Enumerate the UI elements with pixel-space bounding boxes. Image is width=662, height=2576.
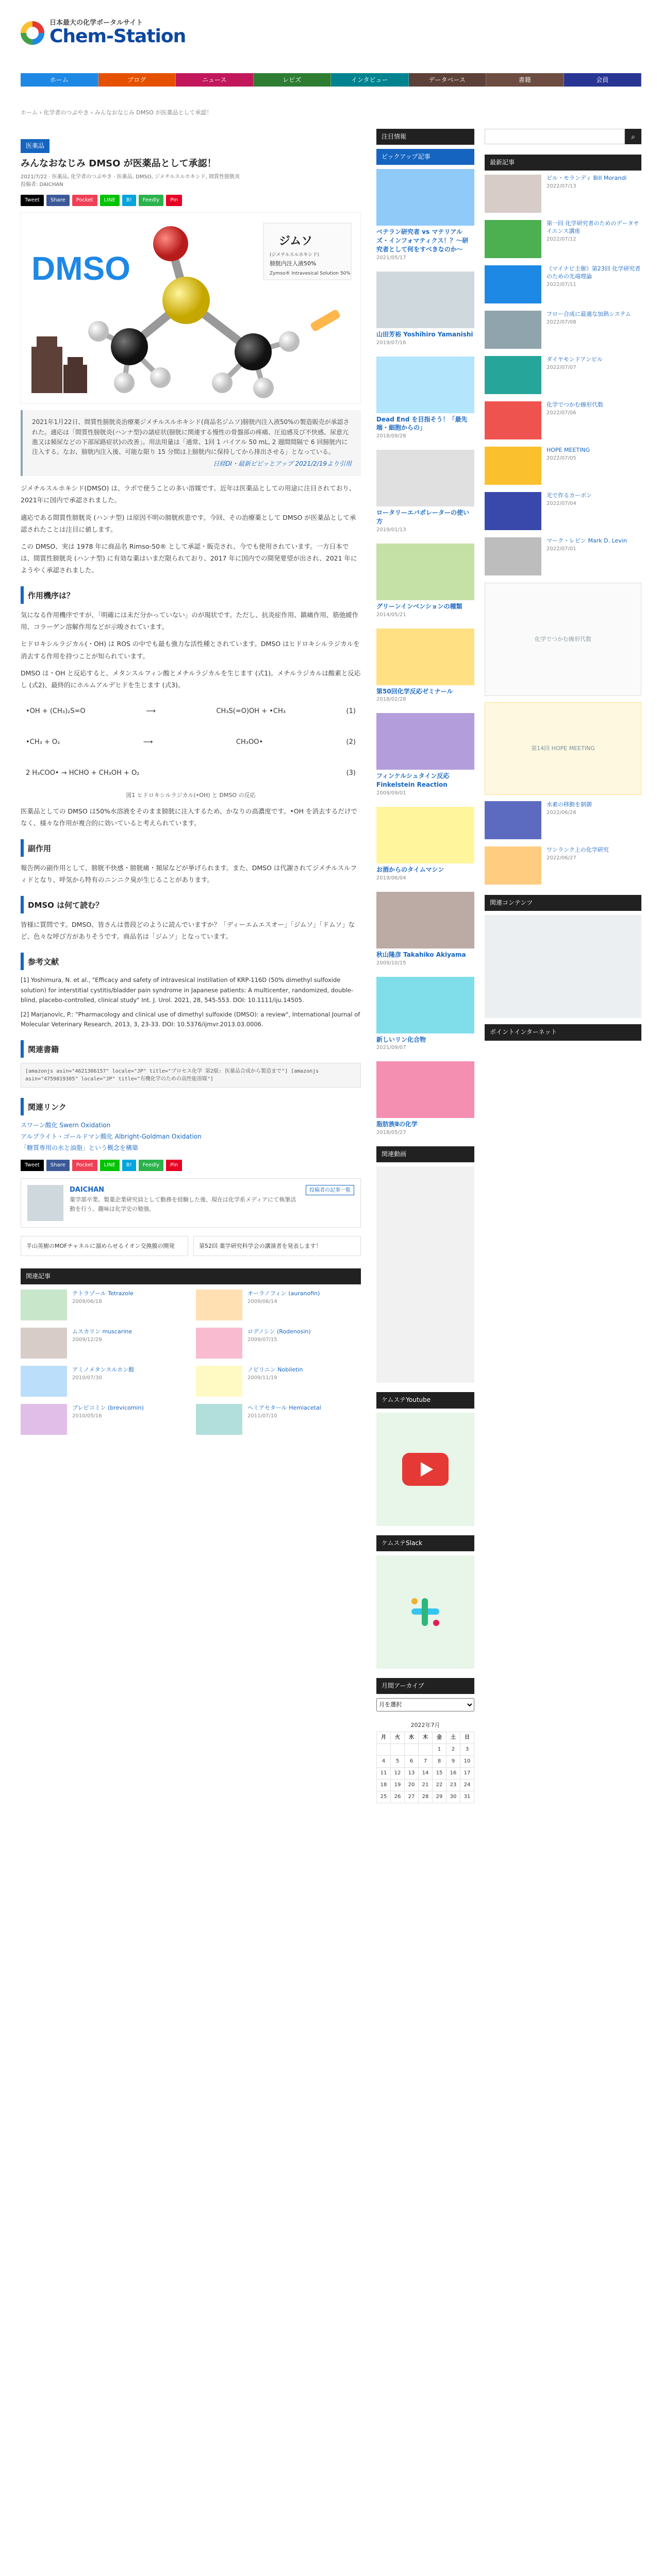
thumbnail bbox=[196, 1328, 242, 1359]
equation-1-right: CH₃S(=O)OH + •CH₃ bbox=[216, 707, 286, 715]
nav-news[interactable]: ニュース bbox=[176, 73, 254, 87]
nav-home[interactable]: ホーム bbox=[21, 73, 98, 87]
pinterest-button[interactable]: Pin bbox=[166, 195, 182, 206]
list-item[interactable] bbox=[196, 1366, 361, 1397]
list-item-title[interactable]: フィンケルシュタイン反応 Finkelstein Reaction bbox=[376, 772, 450, 789]
quote-source-link[interactable]: 日経DI・最新ピピッとアップ 2021/2/19より引用 bbox=[213, 460, 352, 468]
slack-heading: ケムステSlack bbox=[376, 1535, 474, 1551]
list-item[interactable] bbox=[376, 357, 474, 441]
list-item-date: 2022/06/28 bbox=[547, 810, 576, 816]
list-item-date: 2022/07/07 bbox=[547, 365, 576, 371]
list-item[interactable] bbox=[485, 175, 641, 213]
list-item-date: 2022/07/04 bbox=[547, 501, 576, 507]
thumbnail bbox=[376, 629, 474, 685]
thumbnail bbox=[21, 1290, 67, 1320]
thumbnail bbox=[485, 175, 541, 213]
heading-references: 参考文献 bbox=[21, 953, 361, 970]
list-item-title[interactable]: ワンランク上の化学研究 bbox=[547, 846, 609, 854]
list-item-date: 2011/07/10 bbox=[247, 1413, 277, 1419]
list-item[interactable] bbox=[21, 1366, 186, 1397]
post-meta-line[interactable]: 2021/7/22 · 医薬品, 化学者のつぶやき · 医薬品, DMSO, ジメチルスルホキシド, 間質性膀胱炎 bbox=[21, 174, 240, 180]
hero-pct: 膀胱内注入液50% bbox=[270, 260, 317, 267]
book-banner-title: 化学でつかむ線形代数 bbox=[535, 636, 591, 643]
list-item[interactable] bbox=[376, 713, 474, 798]
calendar-day-header: 金 bbox=[433, 1732, 446, 1744]
list-item-date: 2009/06/14 bbox=[247, 1298, 277, 1304]
author-posts-button[interactable]: 投稿者の記事一覧 bbox=[306, 1185, 354, 1195]
heading-reading: DMSO は何て読む？ bbox=[21, 896, 361, 913]
thumbnail bbox=[485, 265, 541, 303]
nav-member[interactable]: 会員 bbox=[564, 73, 642, 87]
list-item-title[interactable]: アミノメタンスルホン酸 bbox=[72, 1366, 135, 1374]
sidebar-heading: 注目情報 bbox=[376, 129, 474, 145]
thumbnail bbox=[376, 544, 474, 600]
list-item-title[interactable]: 化学でつかむ線形代数 bbox=[547, 401, 603, 409]
latest-heading: 最新記事 bbox=[485, 155, 641, 171]
thumbnail bbox=[485, 846, 541, 885]
author-name[interactable]: DAICHAN bbox=[70, 1185, 105, 1194]
pocket-button[interactable]: Pocket bbox=[72, 195, 97, 206]
next-post-link[interactable]: 第52回 薬学研究科学会の講演者を発表します！ bbox=[193, 1236, 361, 1257]
list-item[interactable] bbox=[196, 1404, 361, 1435]
thumbnail bbox=[376, 357, 474, 413]
share-bar-bottom bbox=[21, 1160, 361, 1171]
list-item-title[interactable]: お酒からのタイムマシン bbox=[376, 866, 444, 873]
thumbnail bbox=[196, 1404, 242, 1435]
list-item[interactable] bbox=[376, 892, 474, 968]
list-item[interactable] bbox=[376, 544, 474, 619]
post-meta bbox=[21, 173, 361, 189]
amazon-shortcode: [amazonjs asin="4621306157" locale="JP" title="プロセス化学 第2版: 医薬品合成から製造まで"] [amazonjs asin="4759819305" locale="JP" title="有機化学のための高性能溶媒"] bbox=[21, 1063, 361, 1088]
list-item-date: 2022/07/11 bbox=[547, 281, 576, 287]
post-title: みんなおなじみ DMSO が医薬品として承認！ bbox=[21, 158, 217, 170]
list-item-title[interactable]: ダイヤモンドアンビル bbox=[547, 356, 603, 363]
list-item-date: 2022/07/01 bbox=[547, 546, 576, 552]
list-item-title[interactable]: ベテラン研究者 vs マテリアルズ・インフォマティクス！？～研究者として何をすべきなのか～ bbox=[376, 228, 469, 253]
thumbnail bbox=[376, 1061, 474, 1118]
list-item-date: 2009/12/29 bbox=[72, 1336, 102, 1343]
calendar-day-header: 木 bbox=[419, 1732, 433, 1744]
related-content-heading: 関連コンテンツ bbox=[485, 895, 641, 911]
figure-caption: 図1 ヒドロキシルラジカル(•OH) と DMSO の反応 bbox=[126, 791, 256, 799]
list-item-title[interactable]: ブレビコミン (brevicomin) bbox=[72, 1404, 144, 1412]
nav-interview[interactable]: インタビュー bbox=[331, 73, 409, 87]
list-item-title[interactable]: 第一回 化学研究者のためのデータサイエンス講座 bbox=[547, 220, 639, 235]
thumbnail bbox=[376, 977, 474, 1033]
list-item-date: 2019/06/04 bbox=[376, 875, 406, 881]
list-item-date: 2009/07/15 bbox=[247, 1336, 277, 1343]
pocket-button[interactable]: Pocket bbox=[72, 1160, 97, 1171]
list-item[interactable] bbox=[485, 492, 641, 530]
sidebar-latest bbox=[485, 129, 641, 1045]
list-item-title[interactable]: 水素の移動を制御 bbox=[547, 801, 592, 808]
site-tagline: 日本最大の化学ポータルサイト bbox=[49, 19, 143, 27]
list-item-title[interactable]: 《マイナビ主催》第23回 化学研究者のための先端理論 bbox=[547, 265, 641, 280]
list-item-title[interactable]: 秋山隆彦 Takahiko Akiyama bbox=[376, 951, 466, 958]
calendar: 月 火 水 木 金 土 日 1 2 3 4 5 6 7 8 9 10 11 12 13 14 15 16 17 18 19 20 21 22 23 24 25 26 27 28 29 30 31 bbox=[376, 1732, 474, 1803]
list-item[interactable] bbox=[485, 447, 641, 485]
list-item-title[interactable]: HOPE MEETING bbox=[547, 447, 590, 454]
list-item-date: 2009/10/15 bbox=[376, 960, 406, 966]
equation-3 bbox=[21, 758, 361, 789]
prev-post-link[interactable]: 半山英樹のMOFチャネルに溜めらせるイオン交換膜の開発 bbox=[21, 1236, 188, 1257]
search-icon: ⌕ bbox=[631, 132, 635, 141]
list-item-date: 2018/02/28 bbox=[376, 697, 406, 703]
list-item-title[interactable]: ビル・モランディ Bill Morandi bbox=[547, 175, 627, 182]
list-item-date: 2009/11/19 bbox=[247, 1375, 277, 1381]
equation-1 bbox=[21, 696, 361, 727]
list-item-title[interactable]: Dead End を目指そう！「最先端・細胞からの」 bbox=[376, 415, 468, 432]
list-item[interactable] bbox=[21, 1290, 186, 1320]
sidebar-pickup bbox=[376, 129, 474, 1803]
list-item[interactable] bbox=[376, 1061, 474, 1137]
reaction-figure bbox=[21, 696, 361, 800]
related-link-2[interactable]: アルブライト・ゴールドマン酸化 Albright-Goldman Oxidation bbox=[21, 1133, 202, 1141]
post-pager bbox=[21, 1236, 361, 1257]
global-nav bbox=[21, 73, 641, 87]
thumbnail bbox=[376, 169, 474, 226]
paragraph-3: この DMSO、実は 1978 年に商品名 Rimso-50® として承認・販売され、今でも使用されています。一方日本では、間質性膀胱炎 (ハンナ型) に有効な薬はいまだ限られており、2017 年に国内での開発要望が出され、2021 年にようやく承認されました。 bbox=[21, 542, 357, 574]
thumbnail bbox=[485, 220, 541, 258]
list-item-title[interactable]: 新しいリン化合物 bbox=[376, 1036, 426, 1043]
list-item[interactable] bbox=[21, 1328, 186, 1359]
video-widget[interactable] bbox=[376, 1166, 474, 1383]
author-box bbox=[21, 1178, 361, 1228]
dmso-molecule-illustration bbox=[21, 213, 361, 404]
list-item-title[interactable]: ノビリニン Nobiletin bbox=[247, 1366, 303, 1374]
list-item-title[interactable]: ロータリーエバポレーターの使い方 bbox=[376, 509, 470, 525]
list-item[interactable] bbox=[485, 401, 641, 439]
list-item-date: 2022/07/06 bbox=[547, 410, 576, 416]
pickup-heading: ピックアップ記事 bbox=[376, 149, 474, 165]
hope-meeting-title: 第14回 HOPE MEETING bbox=[531, 745, 595, 752]
heading-side-effects: 副作用 bbox=[21, 839, 361, 857]
youtube-icon bbox=[402, 1453, 449, 1486]
category-badge[interactable]: 医薬品 bbox=[21, 139, 49, 153]
paragraph-8: 報告例の副作用として、膀胱不快感・膀胱痛・頻尿などが挙げられます。また、DMSO は代謝されてジメチルスルフィドとなり、呼気から特有のニンニク臭が生じることがあります。 bbox=[21, 863, 357, 884]
calendar-day-header: 土 bbox=[446, 1732, 460, 1744]
feedly-button[interactable]: Feedly bbox=[139, 1160, 164, 1171]
list-item-date: 2022/07/13 bbox=[547, 183, 576, 190]
related-content-widget[interactable] bbox=[485, 915, 641, 1018]
list-item-title[interactable]: 第50回化学反応ゼミナール bbox=[376, 687, 453, 695]
equation-1-number: (1) bbox=[346, 707, 356, 715]
equation-2-right: CH₃OO• bbox=[236, 738, 263, 746]
thumbnail bbox=[376, 807, 474, 863]
list-item[interactable] bbox=[376, 272, 474, 347]
reference-1[interactable]: [1] Yoshimura, N. et al., "Efficacy and safety of intravesical instillation of KRP-116D (50% dimethyl sulfoxide solution) for interstitial cystitis/bladder pain syndrome in Japanese patients: A multicenter, randomized, double-blind, placebo-controlled, clinical study" Int. J. Urol. 2021, 28, 545-553. DOI: 10.1111/iju.14505. bbox=[21, 976, 354, 1004]
list-item-title[interactable]: フロー合成に最適な加熱システム bbox=[547, 311, 631, 318]
related-link-3[interactable]: 「糖質専用の水と油脂」という概念を構築 bbox=[21, 1144, 139, 1152]
list-item[interactable] bbox=[485, 356, 641, 394]
paragraph-9: 皆様に質問です。DMSO、皆さんは普段どのように読んでいますか？「ディーエムエスオー」「ジムソ」「ドムソ」など、色々な呼び方がありそうです。商品名は「ジムソ」となっています。 bbox=[21, 921, 355, 941]
line-button[interactable]: LINE bbox=[100, 1160, 120, 1171]
list-item[interactable] bbox=[485, 537, 641, 575]
tweet-button[interactable]: Tweet bbox=[21, 1160, 44, 1171]
youtube-banner[interactable] bbox=[376, 1413, 474, 1526]
list-item[interactable] bbox=[376, 977, 474, 1053]
list-item-title[interactable]: ムスカリン muscarine bbox=[72, 1328, 133, 1335]
search-form bbox=[485, 129, 641, 144]
arrow-icon: ⟶ bbox=[143, 738, 153, 746]
related-link-1[interactable]: スワーン酸化 Swern Oxidation bbox=[21, 1122, 111, 1129]
list-item[interactable] bbox=[376, 629, 474, 704]
list-item-date: 2014/05/21 bbox=[376, 612, 406, 618]
archive-heading: 月間アーカイブ bbox=[376, 1678, 474, 1694]
hero-en: Zymso® Intravesical Solution 50% bbox=[270, 271, 351, 277]
list-item-date: 2019/07/16 bbox=[376, 340, 406, 346]
list-item[interactable] bbox=[485, 311, 641, 349]
list-item-date: 2009/09/01 bbox=[376, 790, 406, 796]
sponsor-heading: ポイントインターネット bbox=[485, 1024, 641, 1040]
equation-2-number: (2) bbox=[346, 738, 356, 746]
related-posts bbox=[21, 1290, 361, 1435]
thumbnail bbox=[196, 1366, 242, 1397]
facebook-button[interactable]: Share bbox=[46, 1160, 70, 1171]
video-heading: 関連動画 bbox=[376, 1146, 474, 1162]
list-item[interactable] bbox=[196, 1290, 361, 1320]
site-header bbox=[0, 0, 662, 72]
list-item-date: 2022/07/12 bbox=[547, 236, 576, 242]
tweet-button[interactable]: Tweet bbox=[21, 195, 44, 206]
nav-books[interactable]: 書籍 bbox=[486, 73, 564, 87]
list-item[interactable] bbox=[485, 801, 641, 839]
list-item-title[interactable]: グリーンインベンションの種類 bbox=[376, 602, 462, 610]
pinterest-button[interactable]: Pin bbox=[166, 1160, 182, 1171]
equation-1-left: •OH + (CH₃)₂S=O bbox=[26, 707, 86, 715]
slack-banner[interactable] bbox=[376, 1555, 474, 1669]
search-button[interactable] bbox=[625, 129, 641, 144]
related-links bbox=[21, 1121, 361, 1154]
list-item-title[interactable]: テトラゾール Tetrazole bbox=[72, 1290, 134, 1297]
calendar-day-header: 月 bbox=[377, 1732, 391, 1744]
equation-3-text: 2 H₃COO• → HCHO + CH₃OH + O₂ bbox=[26, 769, 140, 777]
logo-icon bbox=[21, 21, 44, 45]
equation-3-number: (3) bbox=[346, 769, 356, 777]
list-item-date: 2022/06/27 bbox=[547, 855, 576, 861]
thumbnail bbox=[485, 492, 541, 530]
list-item-date: 2022/07/05 bbox=[547, 455, 576, 462]
calendar-title: 2022年7月 bbox=[410, 1721, 440, 1728]
equation-2-left: •CH₃ + O₂ bbox=[26, 738, 60, 746]
thumbnail bbox=[376, 450, 474, 506]
list-item[interactable] bbox=[485, 220, 641, 258]
list-item-title[interactable]: ロデノシン (Rodenosin) bbox=[247, 1328, 311, 1335]
heading-related-books: 関連書籍 bbox=[21, 1040, 361, 1058]
archive-select[interactable] bbox=[376, 1698, 474, 1711]
list-item-title[interactable]: ヘミアセタール Hemiacetal bbox=[247, 1404, 321, 1412]
author-description: 薬学部卒業。製薬企業研究員として勤務を経験した後、現在は化学系メディアにて執筆活動を行う。趣味は化学史の勉強。 bbox=[70, 1196, 296, 1212]
calendar-day-header: 日 bbox=[460, 1732, 474, 1744]
list-item-title[interactable]: マーク・レビン Mark D. Levin bbox=[547, 537, 627, 545]
main-content bbox=[21, 129, 361, 1435]
thumbnail bbox=[376, 713, 474, 770]
list-item-title[interactable]: 光で作るカーボン bbox=[547, 492, 592, 499]
list-item-date: 2021/05/17 bbox=[376, 255, 406, 261]
list-item-date: 2010/05/16 bbox=[72, 1413, 102, 1419]
post-author-meta[interactable]: 投稿者: DAICHAN bbox=[21, 182, 63, 188]
hero-dmso-label: DMSO bbox=[31, 250, 130, 287]
quote-block bbox=[21, 410, 361, 476]
paragraph-2: 適応である間質性膀胱炎 (ハンナ型) は原因不明の膀胱疾患です。今回、その治療薬として DMSO が医薬品として承認されたことは注目に値します。 bbox=[21, 513, 356, 533]
list-item-date: 2019/01/13 bbox=[376, 527, 406, 533]
thumbnail bbox=[485, 311, 541, 349]
line-button[interactable]: LINE bbox=[100, 195, 120, 206]
breadcrumb[interactable]: ホーム › 化学者のつぶやき › みんなおなじみ DMSO が医薬品として承認！ bbox=[21, 109, 212, 116]
arrow-icon: ⟶ bbox=[146, 707, 156, 715]
feedly-button[interactable]: Feedly bbox=[139, 195, 164, 206]
list-item[interactable] bbox=[485, 265, 641, 303]
list-item[interactable] bbox=[376, 169, 474, 262]
list-item-title[interactable]: 脂肪族Ⅱの化学 bbox=[376, 1121, 418, 1128]
facebook-button[interactable]: Share bbox=[46, 195, 70, 206]
related-posts-title: 関連記事 bbox=[21, 1268, 361, 1284]
list-item-date: 2021/09/07 bbox=[376, 1045, 406, 1051]
thumbnail bbox=[21, 1328, 67, 1359]
hatena-button[interactable]: B! bbox=[122, 1160, 136, 1171]
site-logo[interactable] bbox=[21, 20, 186, 46]
thumbnail bbox=[376, 892, 474, 948]
reference-list bbox=[21, 975, 361, 1030]
book-banner[interactable] bbox=[485, 583, 641, 696]
list-item[interactable] bbox=[196, 1328, 361, 1359]
thumbnail bbox=[485, 401, 541, 439]
thumbnail bbox=[485, 447, 541, 485]
thumbnail bbox=[21, 1366, 67, 1397]
calendar-day-header: 水 bbox=[405, 1732, 419, 1744]
list-item-date: 2010/07/30 bbox=[72, 1375, 102, 1381]
thumbnail bbox=[485, 356, 541, 394]
reagent-bottle-small-icon bbox=[63, 357, 87, 393]
share-bar-top bbox=[21, 195, 361, 206]
nav-database[interactable]: データベース bbox=[409, 73, 487, 87]
paragraph-4: 気になる作用機序ですが、「明確には未だ分かっていない」のが現状です。ただし、抗炎症作用、鎮痛作用、筋弛緩作用、コラーゲン溶解作用などが示唆されています。 bbox=[21, 611, 359, 631]
heading-mechanism: 作用機序は？ bbox=[21, 586, 361, 604]
paragraph-7: 医薬品としての DMSO は50%水溶液をそのまま膀胱に注入するため、かなりの高濃度です。•OH を消去するだけでなく、様々な作用が複合的に効いていると考えられています。 bbox=[21, 807, 358, 827]
paragraph-5: ヒドロキシルラジカル(・OH) は ROS の中でも最も強力な活性種とされています。DMSO はヒドロキシルラジカルを消去する作用を持つことが知られています。 bbox=[21, 640, 360, 660]
paragraph-6: DMSO は・OH と反応すると、メタンスルフィン酸とメチルラジカルを生じます (式1)。メチルラジカルは酸素と反応し (式2)、最終的にホルムアルデヒドを生じます (式3)。 bbox=[21, 669, 361, 689]
thumbnail bbox=[485, 537, 541, 575]
hero-brand-sub: (ジメチルスルホキシド) bbox=[270, 252, 319, 258]
list-item-date: 2018/09/28 bbox=[376, 433, 406, 439]
reagent-bottle-icon bbox=[31, 336, 62, 393]
list-item[interactable] bbox=[376, 807, 474, 883]
equation-2 bbox=[21, 727, 361, 758]
youtube-heading: ケムステYoutube bbox=[376, 1392, 474, 1408]
thumbnail bbox=[376, 272, 474, 328]
reference-2[interactable]: [2] Marjanovic, P.: "Pharmacology and clinical use of dimethyl sulfoxide (DMSO): a review", International Journal of Molecular Veterinary Research, 2013, 3, 23-33. DOI: 10.5376/ijmvr.2013.03.0006. bbox=[21, 1010, 360, 1028]
paragraph-1: ジメチルスルホキシド(DMSO) は、ラボで使うことの多い溶媒です。近年は医薬品としての用途に注目されており、2021年に国内で承認されました。 bbox=[21, 484, 356, 504]
list-item-date: 2018/05/27 bbox=[376, 1130, 406, 1136]
thumbnail bbox=[21, 1404, 67, 1435]
avatar[interactable] bbox=[27, 1185, 63, 1221]
hope-meeting-banner[interactable] bbox=[485, 702, 641, 795]
list-item-date: 2022/07/08 bbox=[547, 319, 576, 326]
calendar-day-header: 火 bbox=[391, 1732, 405, 1744]
list-item[interactable] bbox=[21, 1404, 186, 1435]
list-item[interactable] bbox=[485, 846, 641, 885]
thumbnail bbox=[485, 801, 541, 839]
nav-review[interactable]: レビズ bbox=[254, 73, 332, 87]
slack-icon bbox=[407, 1594, 443, 1630]
hero-image bbox=[21, 212, 361, 404]
thumbnail bbox=[196, 1290, 242, 1320]
hatena-button[interactable]: B! bbox=[122, 195, 136, 206]
list-item-title[interactable]: オーラノフィン (auranofin) bbox=[247, 1290, 320, 1297]
site-name: Chem-Station bbox=[49, 26, 186, 47]
search-input[interactable] bbox=[485, 129, 625, 144]
quote-text: 2021年1月22日、間質性膀胱炎治療薬ジメチルスルホキシド(商品名ジムソ)膀胱内注入液50%の製造販売が承認された。適応は「間質性膀胱炎(ハンナ型)の諸症状(膀胱に関連する慢性の骨盤部の疼痛、圧迫感及び不快感、尿意亢進又は頻尿などの下部尿路症状)の改善」。用法用量は「通常、1回 1 バイアル 50 mL, 2 週間間隔で 6 回膀胱内に注入する。なお、膀胱内注入後、可能な限り 15 分間は上膀胱内に保持してから排出させる」となっている。 bbox=[32, 418, 350, 455]
nav-blog[interactable]: ブログ bbox=[98, 73, 176, 87]
syringe-icon bbox=[310, 309, 341, 333]
list-item[interactable] bbox=[376, 450, 474, 534]
heading-related-links: 関連リンク bbox=[21, 1098, 361, 1115]
hero-brand: ジムソ bbox=[279, 235, 313, 248]
list-item-title[interactable]: 山田芳裕 Yoshihiro Yamanishi bbox=[376, 330, 473, 338]
list-item-date: 2009/06/18 bbox=[72, 1298, 102, 1304]
